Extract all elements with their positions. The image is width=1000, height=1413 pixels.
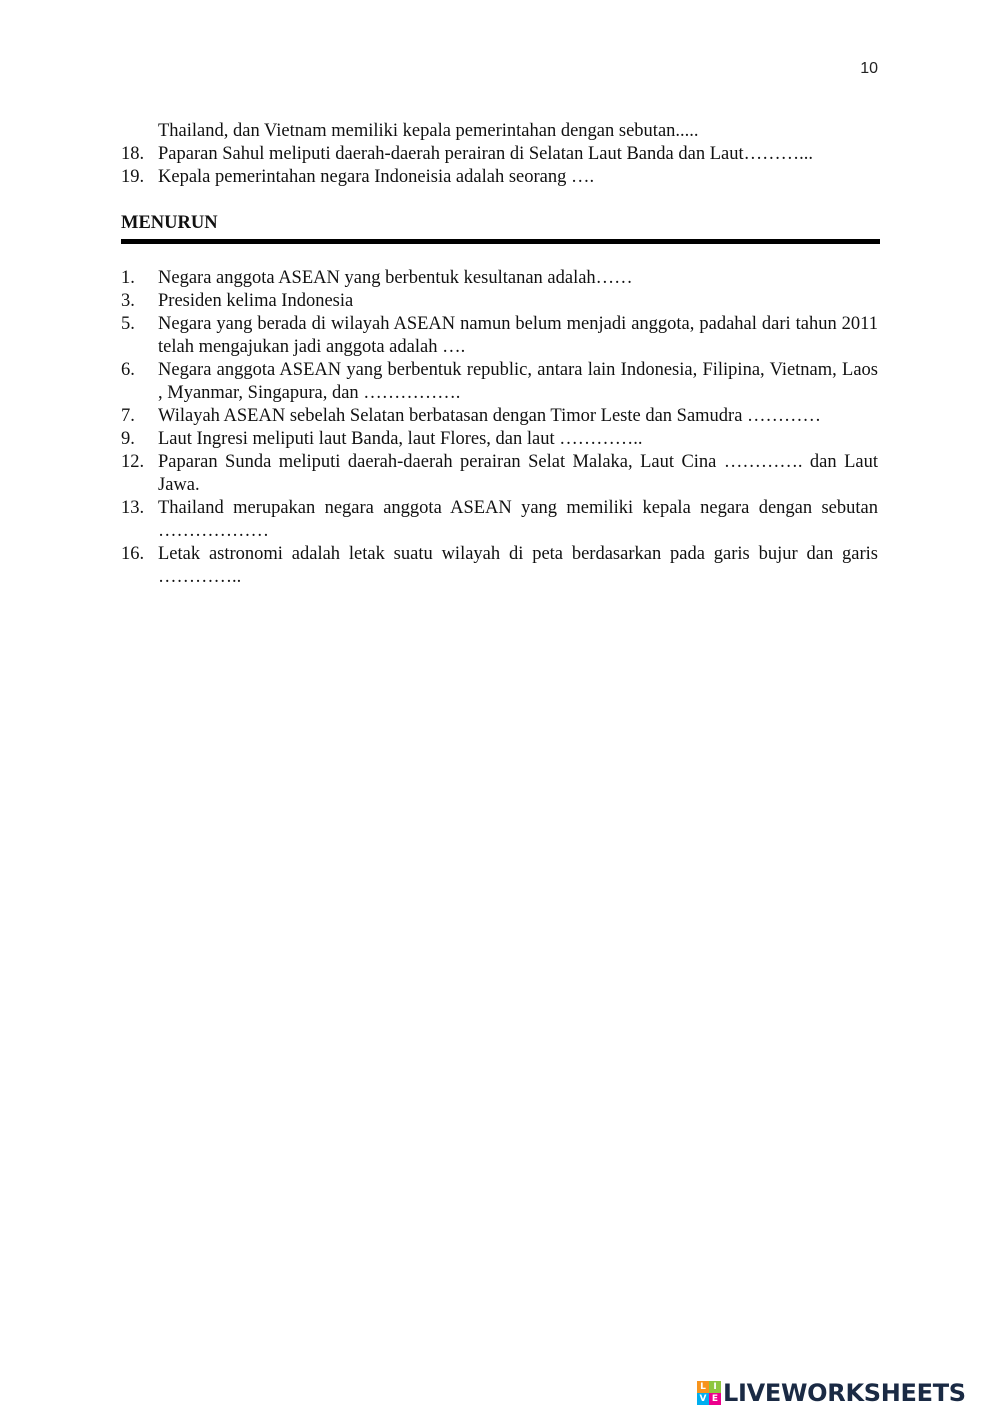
question-number: 6. [121,360,135,380]
question-item [121,451,878,497]
question-number: 12. [121,452,145,472]
question-number: 18. [121,144,145,164]
question-text: Presiden kelima Indonesia [158,291,354,311]
liveworksheets-watermark [697,1378,966,1408]
question-number: 7. [121,406,135,426]
question-number: 3. [121,291,135,311]
question-item [121,313,878,359]
question-number: 19. [121,167,145,187]
question-item [121,497,878,543]
logo-tile-l: L [697,1381,709,1393]
question-text: Negara yang berada di wilayah ASEAN namun belum menjadi anggota, padahal dari tahun 2011 telah mengajukan jadi anggota adalah …. [158,314,878,357]
question-number: 13. [121,498,145,518]
question-item [121,267,878,290]
logo-tile-e: E [709,1393,721,1405]
question-item [121,428,878,451]
question-text: Paparan Sahul meliputi daerah-daerah perairan di Selatan Laut Banda dan Laut………... [158,144,813,164]
question-text: Thailand merupakan negara anggota ASEAN yang memiliki kepala negara dengan sebutan ……………… [158,498,878,541]
question-item [121,290,878,313]
question-text: Letak astronomi adalah letak suatu wilayah di peta berdasarkan pada garis bujur dan garis ………….. [158,544,878,587]
question-number: 1. [121,268,135,288]
question-item [121,143,878,166]
question-item [121,359,878,405]
question-item [121,166,878,189]
question-text: Wilayah ASEAN sebelah Selatan berbatasan dengan Timor Leste dan Samudra ………… [158,406,822,426]
question-item [121,543,878,589]
liveworksheets-wordmark: LIVEWORKSHEETS [723,1379,966,1407]
question-text: Paparan Sunda meliputi daerah-daerah perairan Selat Malaka, Laut Cina …………. dan Laut Jawa. [158,452,878,495]
menurun-question-list [121,267,878,589]
question-text: Negara anggota ASEAN yang berbentuk kesultanan adalah…… [158,268,633,288]
question-number: 16. [121,544,145,564]
page-number: 10 [860,60,878,77]
question-text: Negara anggota ASEAN yang berbentuk republic, antara lain Indonesia, Filipina, Vietnam, Laos , Myanmar, Singapura, dan ……………. [158,360,878,403]
logo-tile-v: V [697,1393,709,1405]
question-number: 5. [121,314,135,334]
continued-question-text: Thailand, dan Vietnam memiliki kepala pemerintahan dengan sebutan..... [158,121,699,141]
section-divider [121,239,880,244]
liveworksheets-logo-icon [697,1381,721,1405]
logo-tile-i: I [709,1381,721,1393]
question-item [121,405,878,428]
question-text: Kepala pemerintahan negara Indoneisia adalah seorang …. [158,167,595,187]
section-heading-menurun: MENURUN [121,213,218,233]
question-number: 9. [121,429,135,449]
worksheet-content [121,120,878,589]
question-text: Laut Ingresi meliputi laut Banda, laut Flores, dan laut ………….. [158,429,643,449]
